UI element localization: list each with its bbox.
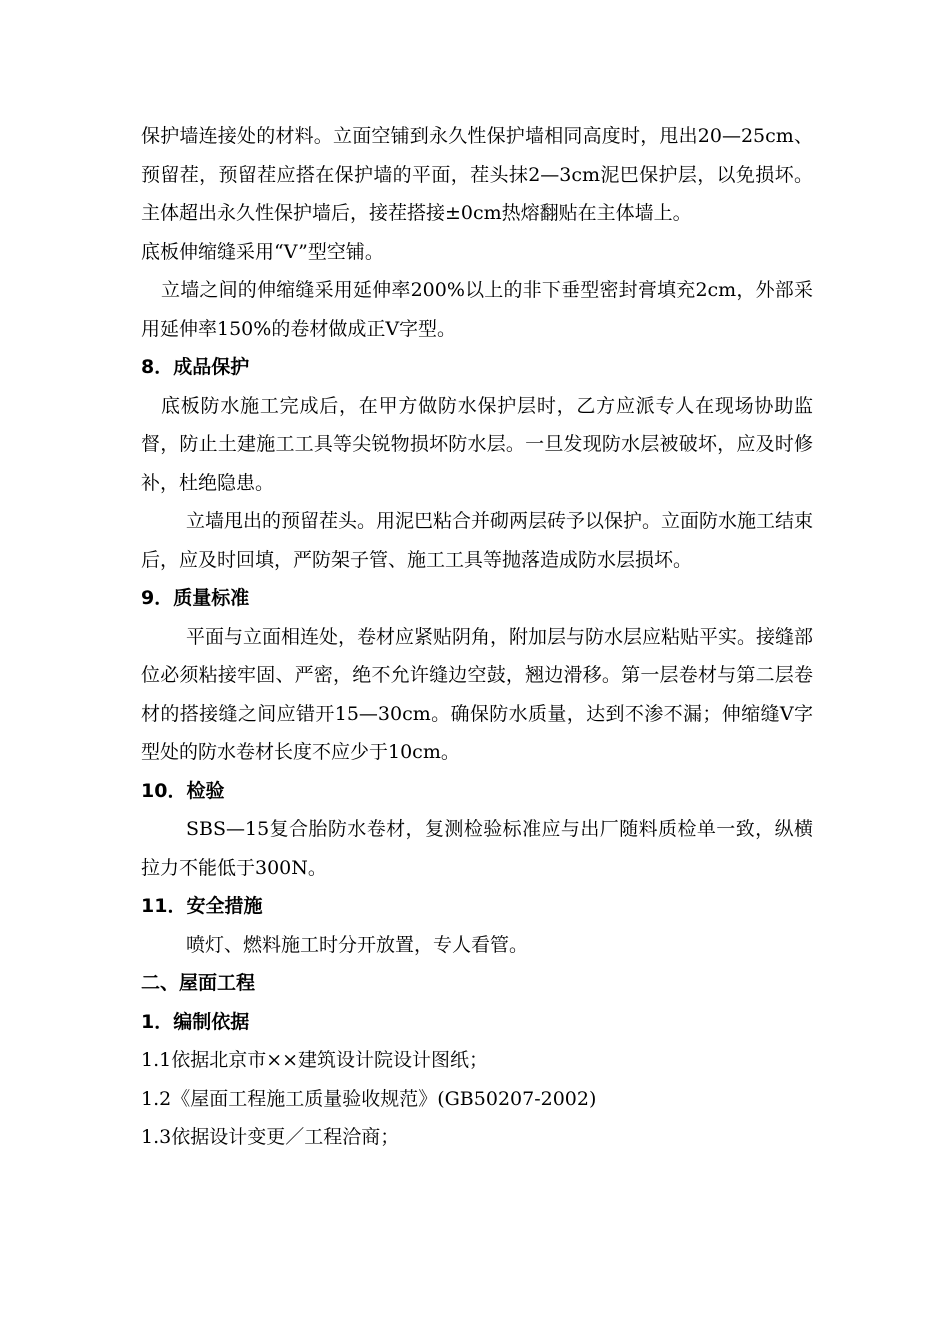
body-paragraph: 保护墙连接处的材料。立面空铺到永久性保护墙相同高度时，甩出20—25cm、预留茬，预留茬应搭在保护墙的平面，茬头抹2—3cm泥巴保护层，以免损坏。主体超出永久性保护墙后，接茬搭接±0cm热熔翻贴在主体墙上。 (141, 125, 813, 224)
section-heading: 二、屋面工程 (141, 972, 256, 994)
body-paragraph: 底板防水施工完成后，在甲方做防水保护层时，乙方应派专人在现场协助监督，防止土建施工工具等尖锐物损坏防水层。一旦发现防水层被破坏，应及时修补，杜绝隐患。 (141, 394, 813, 494)
section-heading: 1．编制依据 (141, 1010, 250, 1033)
body-paragraph: 喷灯、燃料施工时分开放置，专人看管。 (186, 933, 529, 956)
body-paragraph: 立墙甩出的预留茬头。用泥巴粘合并砌两层砖予以保护。立面防水施工结束后，应及时回填，严防架子管、施工工具等抛落造成防水层损坏。 (141, 510, 814, 571)
section-heading: 8．成品保护 (141, 356, 250, 378)
body-paragraph: 立墙之间的伸缩缝采用延伸率200%以上的非下垂型密封膏填充2cm，外部采用延伸率150%的卷材做成正V字型。 (141, 279, 813, 340)
body-paragraph: 平面与立面相连处，卷材应紧贴阴角，附加层与防水层应粘贴平实。接缝部位必须粘接牢固、严密，绝不允许缝边空鼓，翘边滑移。第一层卷材与第二层卷材的搭接缝之间应错开15—30cm。确保防水质量，达到不渗不漏；伸缩缝V字型处的防水卷材长度不应少于10cm。 (141, 625, 814, 763)
body-paragraph: 底板伸缩缝采用“V”型空铺。 (141, 240, 384, 263)
body-paragraph: 1.3依据设计变更／工程洽商； (141, 1126, 400, 1148)
document-body (141, 117, 813, 1157)
body-paragraph: 1.1依据北京市××建筑设计院设计图纸； (141, 1049, 489, 1071)
body-paragraph: SBS—15复合胎防水卷材，复测检验标准应与出厂随料质检单一致，纵横拉力不能低于300N。 (141, 818, 813, 879)
section-heading: 10．检验 (141, 779, 225, 802)
section-heading: 11．安全措施 (141, 895, 263, 917)
body-paragraph: 1.2《屋面工程施工质量验收规范》(GB50207-2002) (141, 1087, 597, 1110)
section-heading: 9．质量标准 (141, 587, 250, 609)
